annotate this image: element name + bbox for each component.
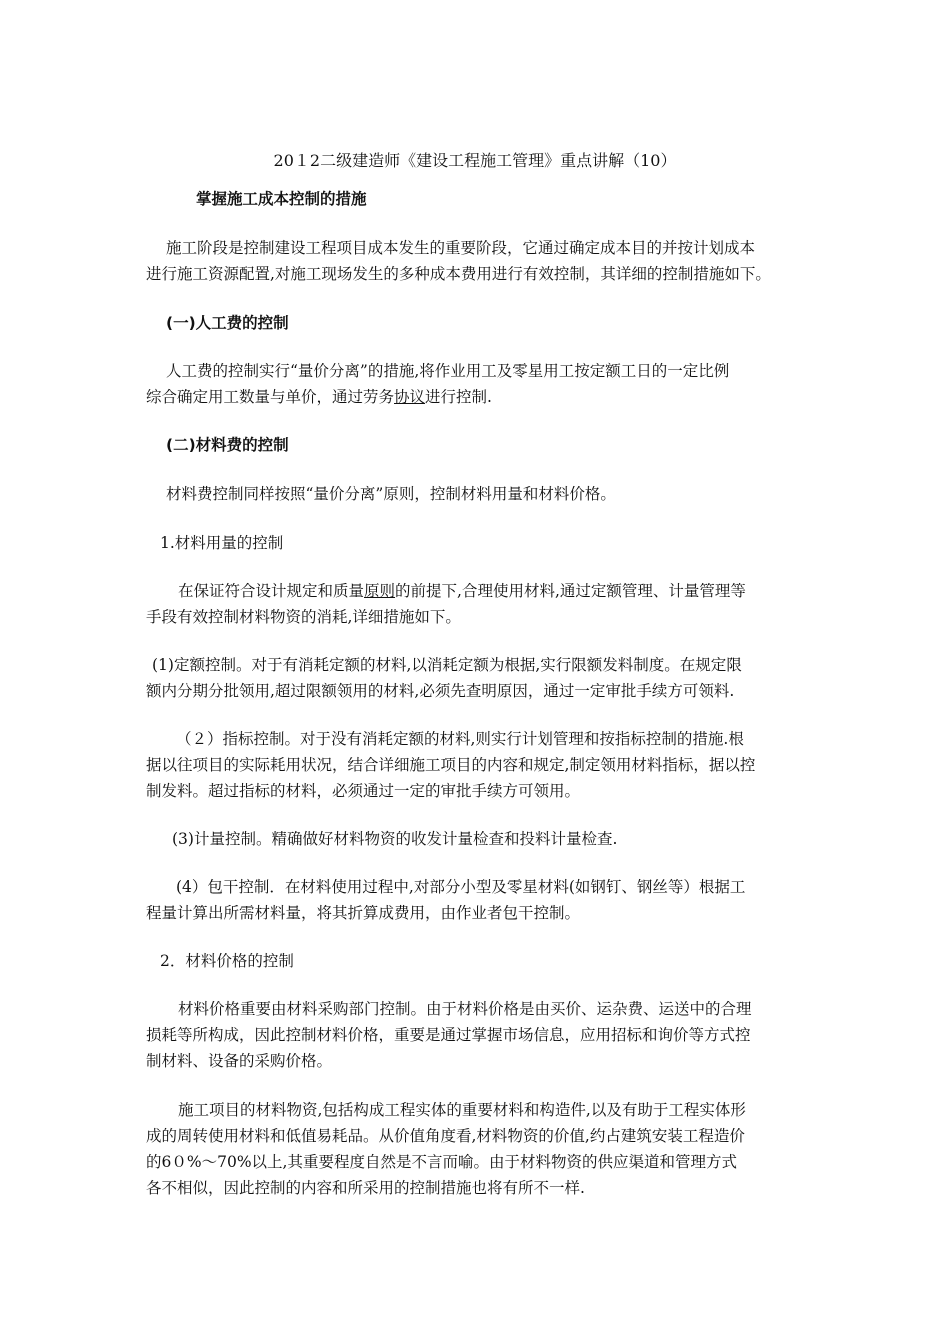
item1-line-2: 额内分期分批领用,超过限额领用的材料,必须先查明原因，通过一定审批手续方可领料. <box>146 682 735 700</box>
labor-heading: (一)人工费的控制 <box>166 314 289 332</box>
item2-line-1: （２）指标控制。对于没有消耗定额的材料,则实行计划管理和按指标控制的措施.根 <box>176 730 744 748</box>
agreement-link[interactable]: 协议 <box>394 388 426 406</box>
item4-line-1: (4）包干控制．在材料使用过程中,对部分小型及零星材料(如钢钉、钢丝等）根据工 <box>176 878 746 896</box>
price-para2-line-2: 成的周转使用材料和低值易耗品。从价值角度看,材料物资的价值,约占建筑安装工程造价 <box>146 1127 745 1145</box>
usage-line-1 <box>178 578 746 604</box>
usage-line-2: 手段有效控制材料物资的消耗,详细措施如下。 <box>146 608 461 626</box>
price-para2-line-3: 的6０%～70%以上,其重要程度自然是不言而喻。由于材料物资的供应渠道和管理方式 <box>146 1153 737 1171</box>
material-heading: (二)材料费的控制 <box>166 436 289 454</box>
item4-line-2: 程量计算出所需材料量，将其折算成费用，由作业者包干控制。 <box>146 904 581 922</box>
item2-line-3: 制发料。超过指标的材料，必须通过一定的审批手续方可领用。 <box>146 782 581 800</box>
item1-line-1: (1)定额控制。对于有消耗定额的材料,以消耗定额为根据,实行限额发料制度。在规定限 <box>152 656 742 674</box>
labor-line-2 <box>146 384 492 410</box>
document-title: 20１2二级建造师《建设工程施工管理》重点讲解（10） <box>273 151 677 170</box>
material-intro: 材料费控制同样按照“量价分离”原则，控制材料用量和材料价格。 <box>166 485 616 503</box>
intro-line-1: 施工阶段是控制建设工程项目成本发生的重要阶段，它通过确定成本目的并按计划成本 <box>166 239 756 257</box>
labor-line-2-end: 进行控制. <box>425 388 492 406</box>
labor-line-1: 人工费的控制实行“量价分离”的措施,将作业用工及零星用工按定额工日的一定比例 <box>166 362 730 380</box>
principle-link[interactable]: 原则 <box>364 582 396 600</box>
price-heading: 2．材料价格的控制 <box>160 952 294 970</box>
item2-line-2: 据以往项目的实际耗用状况，结合详细施工项目的内容和规定,制定领用材料指标，据以控 <box>146 756 756 774</box>
intro-line-2: 进行施工资源配置,对施工现场发生的多种成本费用进行有效控制，其详细的控制措施如下。 <box>146 265 771 283</box>
price-para1-line-3: 制材料、设备的采购价格。 <box>146 1052 333 1070</box>
item3-line: (3)计量控制。精确做好材料物资的收发计量检查和投料计量检查. <box>172 830 618 848</box>
price-para2-line-4: 各不相似，因此控制的内容和所采用的控制措施也将有所不一样. <box>146 1179 585 1197</box>
price-para1-line-2: 损耗等所构成，因此控制材料价格，重要是通过掌握市场信息，应用招标和询价等方式控 <box>146 1026 751 1044</box>
labor-line-2-text: 综合确定用工数量与单价，通过劳务 <box>146 388 395 406</box>
section-heading: 掌握施工成本控制的措施 <box>196 190 367 208</box>
usage-line-1-text: 在保证符合设计规定和质量 <box>178 582 365 600</box>
usage-heading: 1.材料用量的控制 <box>160 534 284 552</box>
price-para1-line-1: 材料价格重要由材料采购部门控制。由于材料价格是由买价、运杂费、运送中的合理 <box>178 1000 752 1018</box>
usage-line-1-end: 的前提下,合理使用材料,通过定额管理、计量管理等 <box>395 582 746 600</box>
price-para2-line-1: 施工项目的材料物资,包括构成工程实体的重要材料和构造件,以及有助于工程实体形 <box>178 1101 746 1119</box>
